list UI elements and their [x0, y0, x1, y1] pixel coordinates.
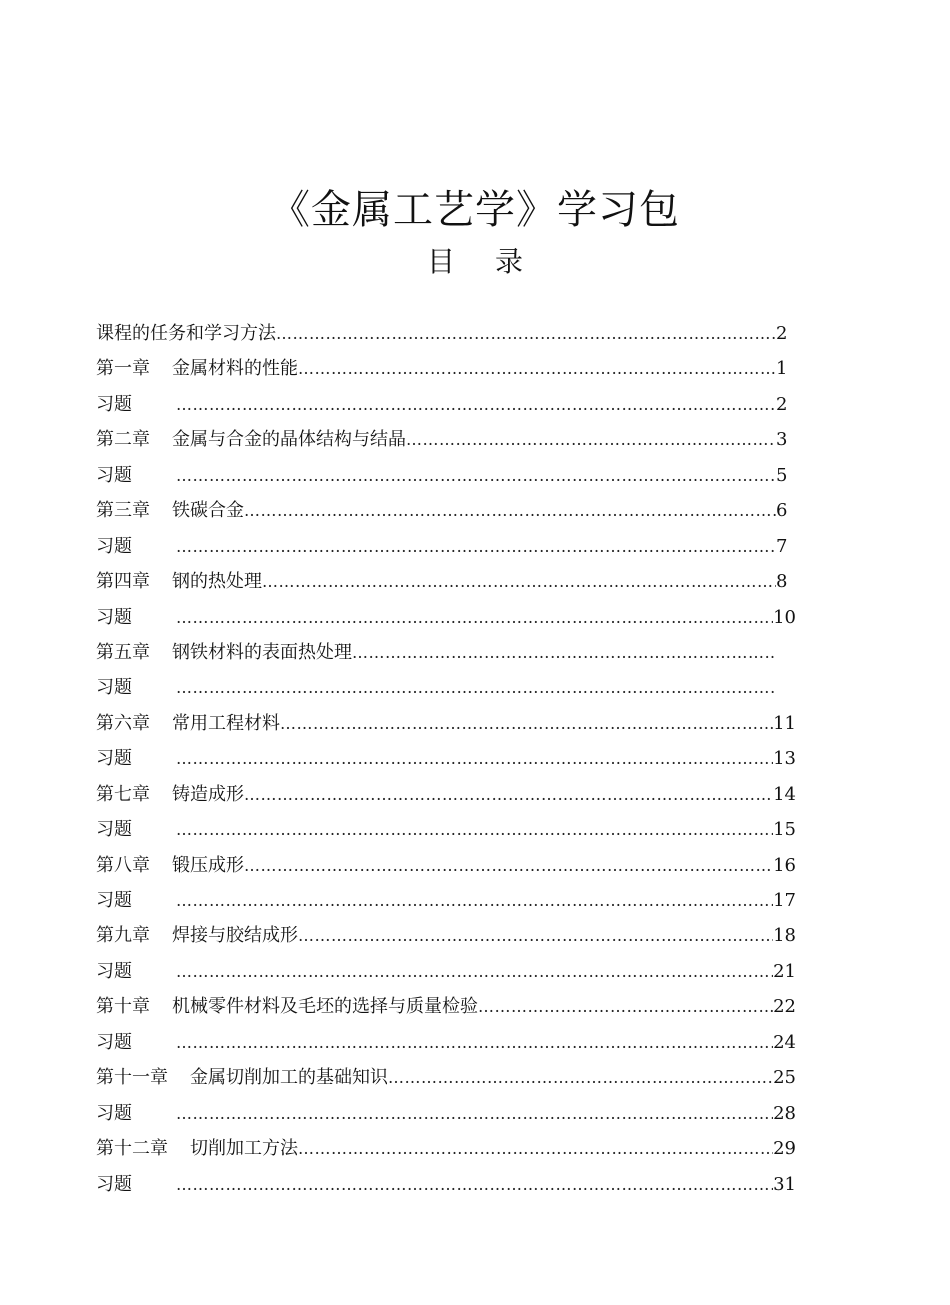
toc-dot-leader: [388, 1060, 773, 1095]
toc-exercise-row[interactable]: [96, 1167, 796, 1202]
toc-entry-title: 课程的任务和学习方法: [96, 323, 276, 344]
toc-dot-leader: [176, 883, 773, 918]
toc-dot-leader: [298, 1131, 773, 1166]
toc-page-number: 8: [776, 571, 788, 593]
toc-entry-label: [96, 351, 298, 386]
toc-chapter-number: 第七章: [96, 783, 150, 805]
toc-heading-char: 目: [426, 245, 455, 278]
toc-page-number: 24: [773, 1031, 796, 1053]
toc-entry-label: [96, 529, 176, 564]
toc-page-number: 10: [773, 606, 796, 628]
toc-exercise-row[interactable]: [96, 1025, 796, 1060]
toc-entry-label: [96, 741, 176, 776]
toc-chapter-number: 第一章: [96, 358, 150, 380]
toc-exercise-row[interactable]: [96, 883, 796, 918]
toc-dot-leader: [298, 351, 776, 386]
toc-page-number: 7: [776, 535, 788, 557]
toc-entry-title: 锻压成形: [172, 854, 244, 876]
toc-dot-leader: [176, 600, 773, 635]
toc-page-number: 17: [773, 890, 796, 911]
toc-entry-label: [96, 883, 176, 918]
toc-chapter-number: 第八章: [96, 854, 150, 876]
toc-page-number: 2: [776, 323, 788, 344]
toc-chapter-number: 第十一章: [96, 1067, 168, 1089]
toc-entry-row[interactable]: [96, 493, 796, 528]
toc-entry-row[interactable]: [96, 848, 796, 883]
toc-entry-label: [96, 564, 262, 599]
toc-dot-leader: [352, 635, 776, 670]
toc-entry-title: 铁碳合金: [172, 500, 244, 522]
toc-page-number: 14: [773, 783, 796, 805]
toc-page-number: 22: [773, 996, 796, 1018]
toc-entry-label: [96, 387, 176, 422]
toc-chapter-number: 第二章: [96, 429, 150, 451]
toc-dot-leader: [176, 1025, 773, 1060]
toc-dot-leader: [176, 1167, 773, 1202]
table-of-contents: [96, 316, 796, 1202]
toc-dot-leader: [478, 989, 773, 1024]
toc-entry-title: 金属切削加工的基础知识: [190, 1067, 388, 1089]
toc-dot-leader: [262, 564, 776, 599]
toc-entry-row[interactable]: [96, 777, 796, 812]
toc-chapter-number: 第九章: [96, 925, 150, 947]
toc-entry-label: [96, 777, 244, 812]
toc-entry-title: 焊接与胶结成形: [172, 925, 298, 947]
toc-entry-title: 金属与合金的晶体结构与结晶: [172, 429, 406, 451]
toc-dot-leader: [176, 812, 773, 847]
toc-entry-title: 习题: [96, 606, 132, 628]
toc-entry-row[interactable]: [96, 1060, 796, 1095]
toc-entry-label: [96, 812, 176, 847]
toc-exercise-row[interactable]: [96, 458, 796, 493]
toc-dot-leader: [176, 1096, 773, 1131]
toc-entry-label: [96, 989, 478, 1024]
toc-entry-title: 习题: [96, 890, 132, 911]
toc-entry-label: [96, 316, 276, 351]
toc-dot-leader: [406, 422, 776, 457]
toc-entry-row[interactable]: [96, 316, 796, 351]
toc-dot-leader: [176, 458, 776, 493]
toc-exercise-row[interactable]: [96, 670, 796, 705]
toc-entry-title: 切削加工方法: [190, 1138, 298, 1160]
toc-entry-label: [96, 1131, 298, 1166]
toc-entry-label: [96, 706, 280, 741]
toc-entry-row[interactable]: [96, 635, 796, 670]
toc-entry-title: 钢铁材料的表面热处理: [172, 641, 352, 663]
toc-entry-label: [96, 422, 406, 457]
toc-page-number: 1: [776, 358, 788, 380]
toc-entry-title: 常用工程材料: [172, 712, 280, 734]
toc-entry-row[interactable]: [96, 351, 796, 386]
toc-entry-title: 钢的热处理: [172, 571, 262, 593]
toc-page-number: 18: [773, 925, 796, 947]
toc-dot-leader: [276, 316, 776, 351]
toc-page-number: 28: [773, 1102, 796, 1124]
toc-entry-label: [96, 670, 176, 705]
toc-entry-row[interactable]: [96, 422, 796, 457]
toc-exercise-row[interactable]: [96, 741, 796, 776]
toc-entry-title: 金属材料的性能: [172, 358, 298, 380]
toc-entry-row[interactable]: [96, 918, 796, 953]
toc-chapter-number: 第六章: [96, 712, 150, 734]
toc-chapter-number: 第四章: [96, 571, 150, 593]
toc-entry-row[interactable]: [96, 989, 796, 1024]
toc-page-number: 2: [776, 393, 788, 415]
toc-dot-leader: [176, 670, 776, 705]
toc-dot-leader: [244, 848, 773, 883]
toc-dot-leader: [244, 493, 776, 528]
toc-dot-leader: [176, 741, 773, 776]
toc-entry-label: [96, 600, 176, 635]
toc-chapter-number: 第十章: [96, 996, 150, 1018]
toc-entry-title: 习题: [96, 677, 132, 699]
toc-chapter-number: 第十二章: [96, 1138, 168, 1160]
toc-entry-label: [96, 1167, 176, 1202]
toc-heading: [0, 242, 950, 282]
toc-page-number: 15: [773, 819, 796, 841]
toc-entry-label: [96, 848, 244, 883]
toc-exercise-row[interactable]: [96, 954, 796, 989]
toc-entry-label: [96, 1096, 176, 1131]
toc-entry-title: 铸造成形: [172, 783, 244, 805]
document-title: 《金属工艺学》学习包: [270, 187, 680, 233]
toc-entry-title: 习题: [96, 1031, 132, 1053]
toc-entry-label: [96, 458, 176, 493]
toc-entry-row[interactable]: [96, 706, 796, 741]
toc-page-number: 3: [776, 429, 788, 451]
toc-entry-title: 习题: [96, 748, 132, 770]
toc-page-number: 6: [776, 500, 788, 522]
toc-entry-title: 习题: [96, 960, 132, 982]
toc-dot-leader: [244, 777, 773, 812]
toc-chapter-number: 第三章: [96, 500, 150, 522]
toc-page-number: 29: [773, 1138, 796, 1160]
toc-entry-label: [96, 1060, 388, 1095]
toc-entry-title: 机械零件材料及毛坯的选择与质量检验: [172, 996, 478, 1018]
toc-dot-leader: [176, 529, 776, 564]
toc-entry-title: 习题: [96, 1102, 132, 1124]
toc-entry-label: [96, 635, 352, 670]
toc-page-number: 16: [773, 854, 796, 876]
toc-heading-char: 录: [495, 245, 524, 278]
toc-page-number: 11: [773, 712, 796, 734]
toc-page-number: 5: [776, 464, 788, 486]
toc-entry-title: 习题: [96, 393, 132, 415]
toc-entry-row[interactable]: [96, 1131, 796, 1166]
toc-dot-leader: [176, 387, 776, 422]
toc-exercise-row[interactable]: [96, 600, 796, 635]
toc-dot-leader: [298, 918, 773, 953]
toc-exercise-row[interactable]: [96, 812, 796, 847]
toc-entry-title: 习题: [96, 1173, 132, 1195]
toc-exercise-row[interactable]: [96, 1096, 796, 1131]
toc-exercise-row[interactable]: [96, 387, 796, 422]
toc-exercise-row[interactable]: [96, 529, 796, 564]
toc-page-number: 31: [773, 1173, 796, 1195]
toc-entry-row[interactable]: [96, 564, 796, 599]
toc-entry-label: [96, 918, 298, 953]
toc-page-number: 13: [773, 748, 796, 770]
toc-entry-title: 习题: [96, 819, 132, 841]
toc-chapter-number: 第五章: [96, 641, 150, 663]
toc-entry-title: 习题: [96, 535, 132, 557]
toc-page-number: 25: [773, 1067, 796, 1089]
toc-entry-title: 习题: [96, 464, 132, 486]
toc-entry-label: [96, 493, 244, 528]
toc-dot-leader: [280, 706, 773, 741]
toc-page-number: 21: [773, 960, 796, 982]
toc-entry-label: [96, 1025, 176, 1060]
toc-entry-label: [96, 954, 176, 989]
toc-dot-leader: [176, 954, 773, 989]
